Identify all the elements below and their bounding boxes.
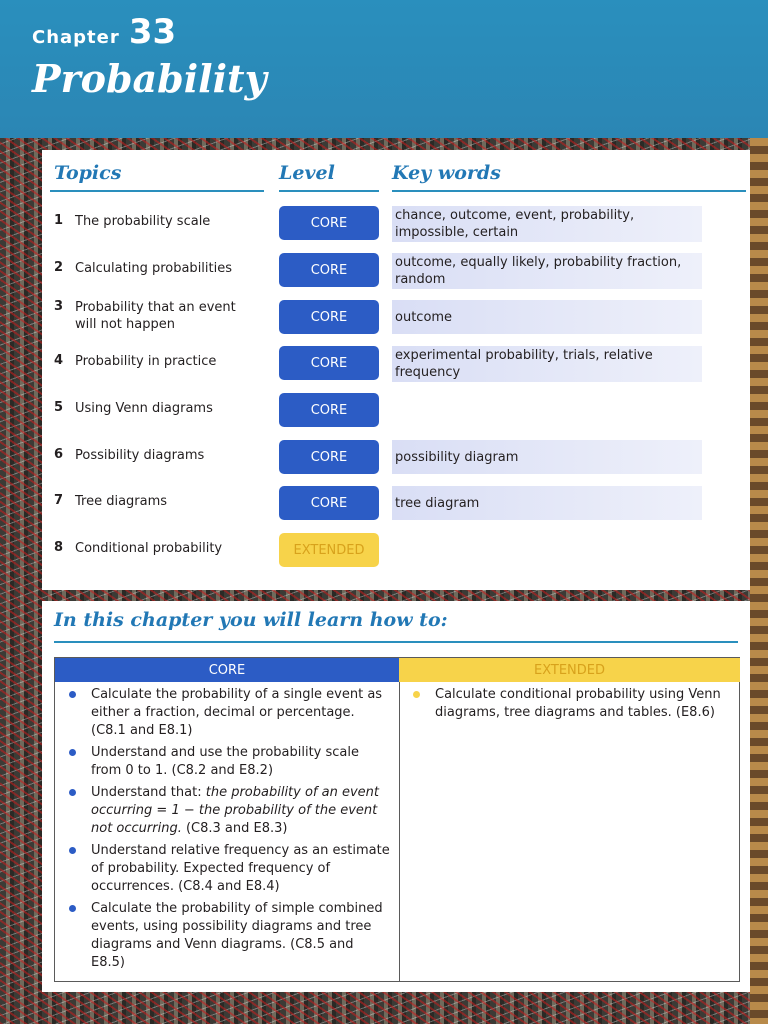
level-header-rule: [279, 190, 379, 192]
core-level-badge: CORE: [279, 253, 379, 287]
bullet-icon: [69, 905, 76, 912]
objective-text: Calculate conditional probability using Venn diagrams, tree diagrams and tables. (E8.6): [435, 687, 721, 720]
topic-row: [42, 343, 750, 383]
objective-text-pre: Understand that:: [91, 785, 206, 800]
keywords-column-header: Key words: [392, 162, 501, 184]
topic-label: The probability scale: [75, 214, 211, 229]
learning-title-rule: [54, 641, 738, 643]
objective-text: Understand relative frequency as an estimate of probability. Expected frequency of occurrences. (C8.4 and E8.4): [91, 843, 390, 894]
core-level-badge: CORE: [279, 300, 379, 334]
chapter-word: Chapter: [32, 27, 120, 48]
topic-row: [42, 390, 750, 430]
topic-number: 1: [54, 213, 64, 228]
core-level-badge: CORE: [279, 206, 379, 240]
keywords-box: chance, outcome, event, probability, impossible, certain: [392, 206, 702, 242]
topic-label: Probability that an event will not happen: [75, 300, 236, 332]
topic-number: 6: [54, 447, 64, 462]
bullet-icon: [69, 789, 76, 796]
topic-number: 2: [54, 260, 64, 275]
extended-level-badge: EXTENDED: [279, 533, 379, 567]
core-level-badge: CORE: [279, 346, 379, 380]
keywords-box: outcome, equally likely, probability fraction, random: [392, 253, 702, 289]
topics-panel: [42, 150, 750, 590]
objective-item: [65, 842, 391, 896]
topic-number: 4: [54, 353, 64, 368]
core-level-badge: CORE: [279, 486, 379, 520]
page-edge-decoration: [750, 138, 768, 1024]
topic-row: [42, 297, 750, 337]
objectives-table: [54, 657, 740, 982]
objective-text-post: (C8.3 and E8.3): [181, 821, 288, 836]
objective-item: [65, 784, 391, 838]
level-column-header: Level: [279, 162, 335, 184]
topic-row: [42, 250, 750, 290]
topic-row: [42, 203, 750, 243]
bullet-icon: [413, 691, 420, 698]
core-level-badge: CORE: [279, 440, 379, 474]
topic-number: 5: [54, 400, 64, 415]
objective-item: [65, 744, 391, 780]
keywords-box: outcome: [392, 300, 702, 334]
topic-number: 8: [54, 540, 64, 555]
learning-objectives-panel: [42, 601, 750, 992]
topics-header-rule: [50, 190, 264, 192]
objective-text-italic: the probability of an event occurring = 1 − the probability of the event not occurring.: [91, 785, 380, 836]
core-column-header: CORE: [55, 658, 399, 682]
topic-label: Probability in practice: [75, 354, 217, 369]
chapter-header: [0, 0, 768, 138]
chapter-number: 33: [128, 12, 177, 52]
objective-item: [65, 900, 391, 972]
bullet-icon: [69, 691, 76, 698]
objective-text: Calculate the probability of simple combined events, using possibility diagrams and tree diagrams and Venn diagrams. (C8.5 and E8.5): [91, 901, 383, 970]
topic-number: 7: [54, 493, 64, 508]
extended-column-header: EXTENDED: [399, 658, 740, 682]
bullet-icon: [69, 847, 76, 854]
core-level-badge: CORE: [279, 393, 379, 427]
objective-item: [409, 686, 735, 722]
objective-text: Calculate the probability of a single event as either a fraction, decimal or percentage. (C8.1 and E8.1): [91, 687, 383, 738]
topics-column-header: Topics: [54, 162, 122, 184]
keywords-box: experimental probability, trials, relative frequency: [392, 346, 702, 382]
objective-item: [65, 686, 391, 740]
topic-label: Using Venn diagrams: [75, 401, 213, 416]
chapter-label: [32, 12, 176, 52]
extended-objectives-list: [409, 686, 735, 726]
keywords-box: tree diagram: [392, 486, 702, 520]
keywords-header-rule: [392, 190, 746, 192]
column-divider: [399, 682, 400, 982]
learning-objectives-title: In this chapter you will learn how to:: [54, 609, 448, 631]
chapter-title: Probability: [32, 56, 267, 101]
topic-label: Conditional probability: [75, 541, 223, 556]
topic-label: Possibility diagrams: [75, 448, 205, 463]
topic-number: 3: [54, 299, 64, 314]
topic-label: Calculating probabilities: [75, 261, 233, 276]
core-objectives-list: [65, 686, 391, 976]
topic-row: [42, 437, 750, 477]
topic-label: Tree diagrams: [75, 494, 168, 509]
objective-text: Understand and use the probability scale from 0 to 1. (C8.2 and E8.2): [91, 745, 359, 778]
topic-row: [42, 483, 750, 523]
topic-row: [42, 530, 750, 570]
keywords-box: possibility diagram: [392, 440, 702, 474]
bullet-icon: [69, 749, 76, 756]
